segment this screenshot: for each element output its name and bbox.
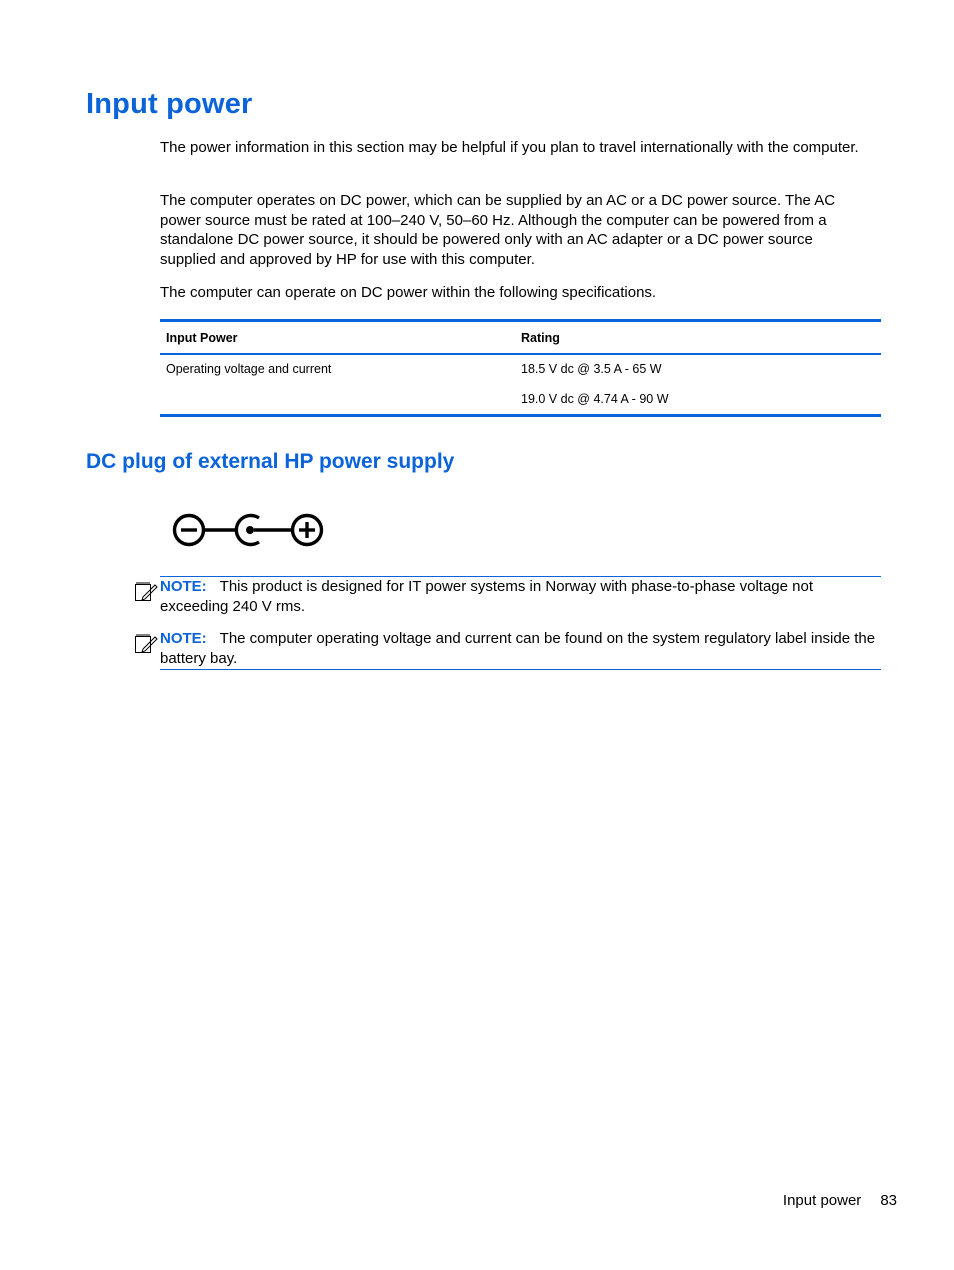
note-text-block [160,629,881,668]
table-header-rating: Rating [521,330,560,345]
section-heading: DC plug of external HP power supply [86,450,455,473]
input-power-table [160,319,881,417]
footer-section-title: Input power [782,1192,862,1209]
rating-90w: 19.0 V dc @ 4.74 A - 90 W [521,392,669,406]
page-footer [783,1192,897,1209]
note-label: NOTE: [160,578,207,595]
page-number: 83 [880,1192,897,1209]
note-text: This product is designed for IT power systems in Norway with phase-to-phase voltage not exceeding 240 V rms. [160,578,814,615]
spec-intro-paragraph: The computer can operate on DC power within the following specifications. [160,284,657,301]
dc-plug-polarity-icon [172,512,326,548]
note-icon [134,580,158,602]
intro-paragraph: The power information in this section may be helpful if you plan to travel internationally with the computer. [160,139,859,156]
note-icon [134,632,158,654]
table-cell-label: Operating voltage and current [166,362,332,376]
dc-power-paragraph: The computer operates on DC power, which can be supplied by an AC or a DC power source. The AC power source must be rated at 100–240 V, 50–60 Hz. Although the computer can be powered from a standalone DC power source, it should be powered only with an AC adapter or a DC power source supplied and approved by HP for use with this computer. [160,192,836,268]
table-header-input-power: Input Power [166,330,238,345]
table-cell-ratings [521,362,881,414]
note-operating-voltage [160,629,881,670]
note-text-block [160,577,881,616]
table-row [160,355,881,414]
note-text: The computer operating voltage and current can be found on the system regulatory label inside the battery bay. [160,630,876,667]
table-header-row [160,322,881,355]
note-label: NOTE: [160,630,207,647]
note-norway [160,576,881,616]
rating-65w: 18.5 V dc @ 3.5 A - 65 W [521,362,662,376]
page-title: Input power [86,88,253,120]
